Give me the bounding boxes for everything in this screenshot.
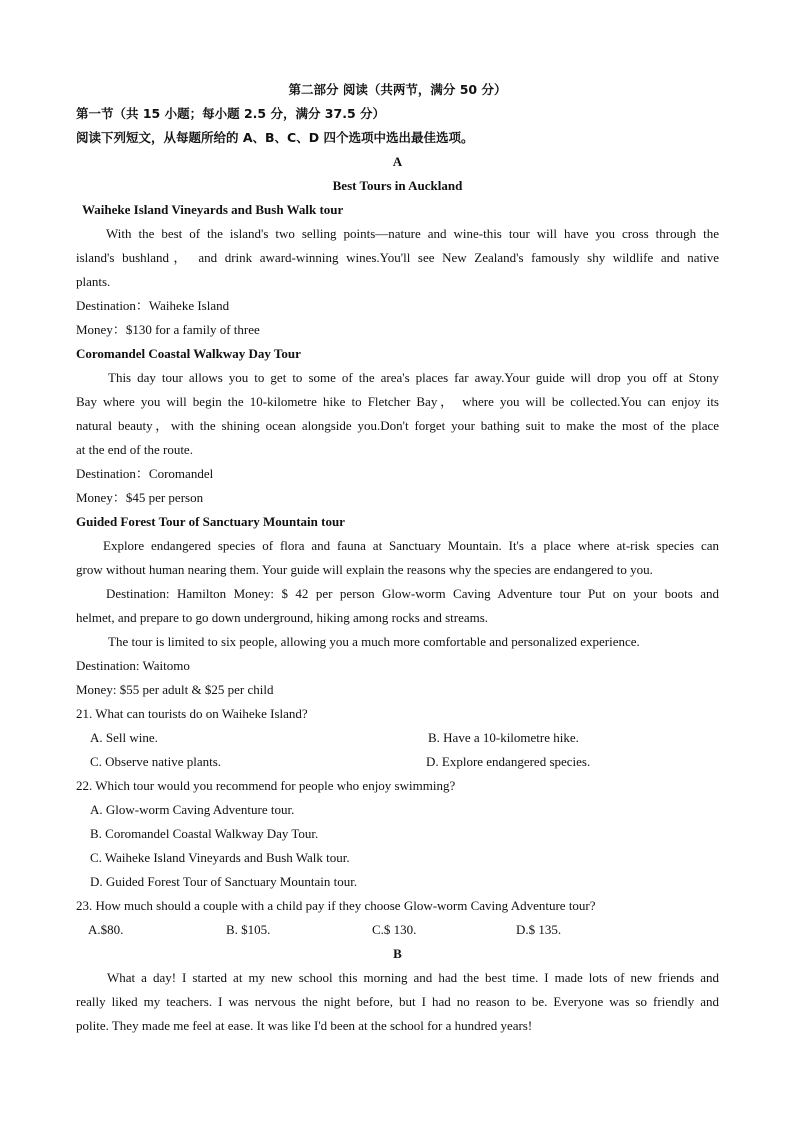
part-title: 第二部分 阅读（共两节，满分 50 分） — [288, 82, 507, 97]
question-21-option-b[interactable]: B. Have a 10-kilometre hike. — [428, 730, 579, 745]
instruction: 阅读下列短文，从每题所给的 A、B、C、D 四个选项中选出最佳选项。 — [76, 130, 474, 145]
tour2-line-2: Bay where you will begin the 10-kilometre hike to Fletcher Bay， where you will be collected.You can enjoy its — [76, 394, 719, 409]
question-21-stem: 21. What can tourists do on Waiheke Island? — [76, 706, 308, 721]
tour1-line-2: island's bushland， and drink award-winning wines.You'll see New Zealand's famously shy wildlife and native — [76, 250, 719, 265]
question-21-options-row-1 — [76, 726, 719, 750]
question-23-stem: 23. How much should a couple with a child pay if they choose Glow-worm Caving Adventure tour? — [76, 898, 596, 913]
tour1-money: Money：$130 for a family of three — [76, 322, 260, 337]
tour3-line-1: Explore endangered species of flora and fauna at Sanctuary Mountain. It's a place where at-risk species can — [103, 538, 719, 553]
tour3-line-3: Destination: Hamilton Money: $ 42 per person Glow-worm Caving Adventure tour Put on your boots and — [106, 586, 719, 601]
tour2-line-4: at the end of the route. — [76, 442, 193, 457]
passage-b-line-1: What a day! I started at my new school this morning and had the best time. I made lots of new friends and — [107, 970, 719, 985]
passage-a-title: Best Tours in Auckland — [332, 178, 463, 193]
question-22-option-d[interactable]: D. Guided Forest Tour of Sanctuary Mountain tour. — [90, 874, 358, 889]
tour3-line-4: helmet, and prepare to go down underground, hiking among rocks and streams. — [76, 610, 489, 625]
tour2-destination: Destination：Coromandel — [76, 466, 214, 481]
passage-b-label: B — [393, 946, 402, 961]
tour2-line-3: natural beauty，with the shining ocean alongside you.Don't forget your bathing suit to make the most of the place — [76, 418, 719, 433]
tour3-name: Guided Forest Tour of Sanctuary Mountain tour — [76, 514, 345, 529]
tour2-name: Coromandel Coastal Walkway Day Tour — [76, 346, 301, 361]
question-21-option-c[interactable]: C. Observe native plants. — [90, 754, 222, 769]
tour3-destination: Destination: Waitomo — [76, 658, 190, 673]
section-title: 第一节（共 15 小题；每小题 2.5 分，满分 37.5 分） — [76, 106, 385, 121]
question-23-option-c[interactable]: C.$ 130. — [372, 922, 417, 937]
tour1-name: Waiheke Island Vineyards and Bush Walk tour — [82, 202, 344, 217]
passage-b-line-3: polite. They made me feel at ease. It was like I'd been at the school for a hundred years! — [76, 1018, 533, 1033]
tour2-line-1: This day tour allows you to get to some of the area's places far away.Your guide will drop you off at Stony — [108, 370, 719, 385]
question-23-option-d[interactable]: D.$ 135. — [516, 922, 562, 937]
tour2-money: Money：$45 per person — [76, 490, 204, 505]
tour1-line-1: With the best of the island's two selling points—nature and wine-this tour will have you cross through the — [106, 226, 719, 241]
question-22-option-b[interactable]: B. Coromandel Coastal Walkway Day Tour. — [90, 826, 319, 841]
passage-a-label: A — [392, 154, 403, 169]
tour3-line-5: The tour is limited to six people, allowing you a much more comfortable and personalized experience. — [108, 634, 640, 649]
passage-b-line-2: really liked my teachers. I was nervous the night before, but I had no reason to be. Everyone was so friendly and — [76, 994, 719, 1009]
question-23-option-a[interactable]: A.$80. — [88, 922, 124, 937]
question-23-option-b[interactable]: B. $105. — [226, 922, 271, 937]
question-22-option-a[interactable]: A. Glow-worm Caving Adventure tour. — [90, 802, 295, 817]
question-21-option-a[interactable]: A. Sell wine. — [90, 730, 158, 745]
tour1-line-3: plants. — [76, 274, 111, 289]
question-23-options-row — [76, 918, 719, 942]
tour3-line-2: grow without human nearing them. Your guide will explain the reasons why the species are endangered to you. — [76, 562, 653, 577]
question-22-stem: 22. Which tour would you recommend for people who enjoy swimming? — [76, 778, 456, 793]
exam-page — [76, 78, 719, 1038]
question-22-option-c[interactable]: C. Waiheke Island Vineyards and Bush Walk tour. — [90, 850, 350, 865]
question-21-options-row-2 — [76, 750, 719, 774]
question-21-option-d[interactable]: D. Explore endangered species. — [426, 754, 591, 769]
tour3-money: Money: $55 per adult & $25 per child — [76, 682, 274, 697]
tour1-destination: Destination：Waiheke Island — [76, 298, 230, 313]
